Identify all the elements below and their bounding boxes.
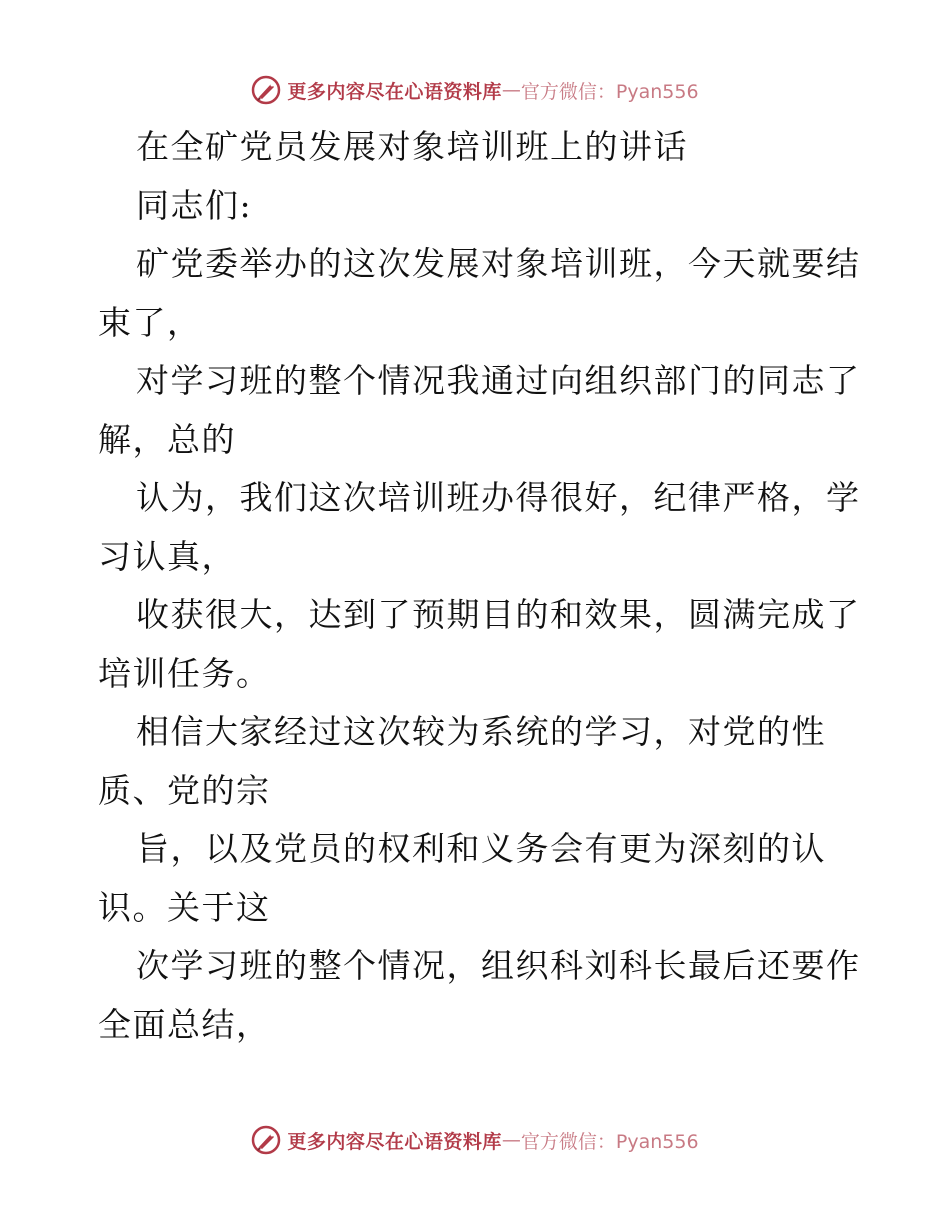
text-line: 次学习班的整个情况，组织科刘科长最后还要作 (136, 946, 861, 985)
footer-wechat-text: 官方微信：Pyan556 (520, 1130, 699, 1153)
text-line: 矿党委举办的这次发展对象培训班，今天就要结 (136, 244, 861, 283)
footer-site-text: 更多内容尽在心语资料库 (287, 1130, 502, 1153)
text-line: 解，总的 (98, 419, 236, 459)
header-site-text: 更多内容尽在心语资料库 (287, 80, 502, 103)
document-body (98, 118, 861, 1054)
text-line: 培训任务。 (98, 653, 271, 693)
text-line: 同志们: (136, 185, 253, 225)
text-line: 对学习班的整个情况我通过向组织部门的同志了 (136, 361, 861, 400)
text-line: 相信大家经过这次较为系统的学习，对党的性 (136, 712, 826, 751)
footer-separator: — (501, 1129, 521, 1151)
text-line: 束了， (98, 302, 202, 342)
header-banner (0, 70, 950, 110)
header-separator: — (501, 79, 521, 101)
text-line: 质、党的宗 (98, 770, 271, 810)
text-line: 认为，我们这次培训班办得很好，纪律严格，学 (136, 478, 861, 517)
text-line: 旨，以及党员的权利和义务会有更为深刻的认 (136, 829, 826, 868)
text-line: 习认真， (98, 536, 236, 576)
text-line: 识。关于这 (98, 887, 271, 927)
text-line: 收获很大，达到了预期目的和效果，圆满完成了 (136, 595, 861, 634)
header-wechat-text: 官方微信：Pyan556 (520, 80, 699, 103)
pen-logo-icon (251, 1125, 281, 1155)
text-line: 全面总结， (98, 1004, 271, 1044)
text-line: 在全矿党员发展对象培训班上的讲话 (136, 127, 688, 166)
footer-banner (0, 1120, 950, 1160)
pen-logo-icon (251, 75, 281, 105)
